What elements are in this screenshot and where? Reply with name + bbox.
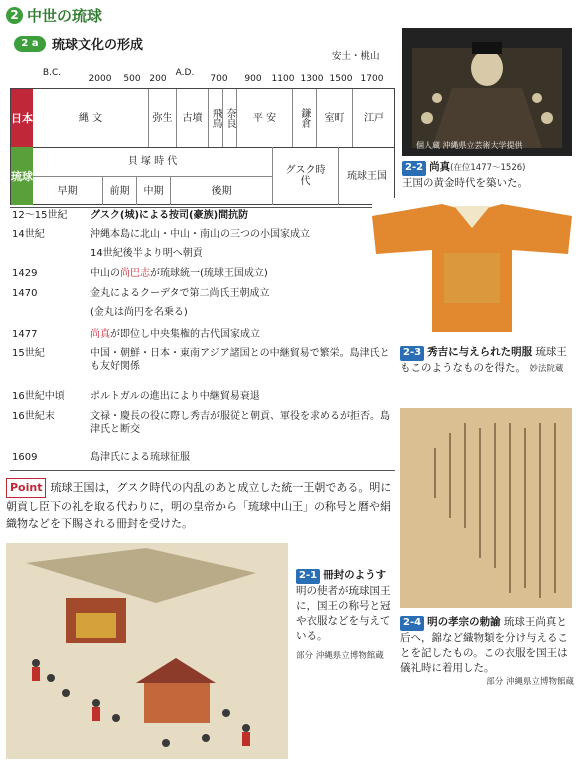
fig23-number: 2-3 bbox=[400, 346, 424, 361]
fig24-body: 琉球王尚真と后へ，錦など織物類を分け与えることを記したもの。この衣服を国王は儀礼時に着用した。 bbox=[400, 616, 568, 674]
period-kofun: 古墳 bbox=[177, 89, 209, 147]
fig21-number: 2-1 bbox=[296, 569, 320, 584]
tick-1500: 1500 bbox=[329, 74, 353, 84]
period-nara: 奈良 bbox=[223, 89, 237, 147]
tick-2000: 2000 bbox=[88, 74, 112, 84]
gusuku-period: グスク時 代 bbox=[273, 147, 339, 205]
section-title: 中世の琉球 bbox=[27, 6, 103, 25]
period-yayoi: 弥生 bbox=[149, 89, 177, 147]
tick-bc: B.C. bbox=[42, 68, 62, 78]
tick-ad: A.D. bbox=[175, 68, 195, 78]
kaizuka-early: 早期 bbox=[33, 177, 103, 205]
period-jomon: 縄 文 bbox=[33, 89, 149, 147]
fig23-caption bbox=[400, 345, 574, 376]
fig21-caption bbox=[296, 568, 396, 663]
fig23-credit: 妙法院蔵 bbox=[529, 363, 564, 374]
period-asuka: 飛鳥 bbox=[209, 89, 223, 147]
subsection-badge: 2 a bbox=[14, 36, 46, 52]
fig22-number: 2-2 bbox=[402, 161, 426, 176]
period-table bbox=[10, 88, 395, 205]
fig24-title: 明の孝宗の勅諭 bbox=[427, 616, 501, 628]
fig24-caption bbox=[400, 615, 574, 688]
kaizuka-former: 前期 bbox=[103, 177, 137, 205]
section-header bbox=[6, 4, 102, 26]
period-edo: 江戸 bbox=[364, 112, 384, 124]
event-list: 12～15世紀 グスク(城)による按司(豪族)間抗防 14世紀 沖縄本島に北山・中山・南山の三つの小国家成立 14世紀後半より明へ朝貢 1429 中山の尚巴志が琉球統一(琉球王国成立) 1470 金丸によるクーデタで第二尚氏王朝成立 (金丸は尚円を名乗る) 1477 尚真が即位し中央集権的古代国家成立 15世紀 中国・朝鮮・日本・東南アジア諸国との中継貿易で繁栄。島津氏とも友好関係 16世紀中頃 ポルトガルの進出により中継貿易衰退 16世紀末 文禄・慶長の役に際し秀吉が服従と朝貢、軍役を求めるが拒否。島津氏と断交 1609 島津氏による琉球征服 bbox=[10, 207, 395, 471]
point-box bbox=[6, 478, 396, 533]
period-muromachi: 室町 bbox=[317, 89, 353, 147]
fig24-number: 2-4 bbox=[400, 616, 424, 631]
fig22-stamp: 個人蔵 沖縄県立芸術大学提供 bbox=[416, 141, 523, 150]
fig22-title: 尚真 bbox=[429, 161, 451, 173]
kaizuka-late: 後期 bbox=[171, 177, 273, 205]
point-label: Point bbox=[6, 478, 46, 498]
fig21-credit: 部分 沖縄県立博物館蔵 bbox=[296, 651, 384, 662]
ryukyu-label: 琉球 bbox=[11, 147, 33, 205]
japan-label: 日本 bbox=[11, 89, 33, 147]
fig22-reign: (在位1477～1526) bbox=[450, 163, 526, 173]
period-kamakura: 鎌倉 bbox=[293, 89, 317, 147]
fig22-caption bbox=[402, 160, 574, 191]
point-text: 琉球王国は，グスク時代の内乱のあと成立した統一王朝である。明に朝貢し臣下の礼を取る代わりに，明の皇帝から「琉球中山王」の称号と暦や絹織物などを下賜される冊封を受けた。 bbox=[6, 481, 392, 531]
tick-1100: 1100 bbox=[271, 74, 295, 84]
tick-500: 500 bbox=[123, 74, 141, 84]
tick-1300: 1300 bbox=[300, 74, 324, 84]
tick-1700: 1700 bbox=[360, 74, 384, 84]
fig22-body: 王国の黄金時代を築いた。 bbox=[402, 176, 528, 189]
ming-robe-image bbox=[372, 198, 572, 338]
tick-900: 900 bbox=[244, 74, 262, 84]
tick-700: 700 bbox=[210, 74, 228, 84]
period-heian: 平 安 bbox=[237, 89, 293, 147]
subsection-title: 琉球文化の形成 bbox=[52, 38, 144, 53]
tick-200: 200 bbox=[149, 74, 167, 84]
fig21-body: 明の使者が琉球国王に，国王の称号と冠や衣服などを与えている。 bbox=[296, 584, 391, 643]
kaizuka-period: 貝 塚 時 代 bbox=[33, 147, 273, 177]
kaizuka-middle: 中期 bbox=[137, 177, 171, 205]
fig23-body: 琉球王もこのようなものを得た。 bbox=[400, 346, 567, 374]
edict-document-image bbox=[400, 408, 572, 608]
sappo-painting bbox=[6, 543, 288, 759]
azuchi-momoyama-label: 安土・桃山 bbox=[332, 51, 380, 62]
fig24-credit: 部分 沖縄県立博物館蔵 bbox=[486, 677, 574, 688]
shoshin-portrait bbox=[402, 28, 572, 156]
section-number: 2 bbox=[6, 7, 23, 24]
ryukyu-kingdom-period: 琉球王国 bbox=[347, 170, 387, 182]
fig21-title: 冊封のようす bbox=[323, 569, 387, 581]
fig23-title: 秀吉に与えられた明服 bbox=[427, 346, 533, 358]
subsection-header bbox=[14, 34, 143, 53]
